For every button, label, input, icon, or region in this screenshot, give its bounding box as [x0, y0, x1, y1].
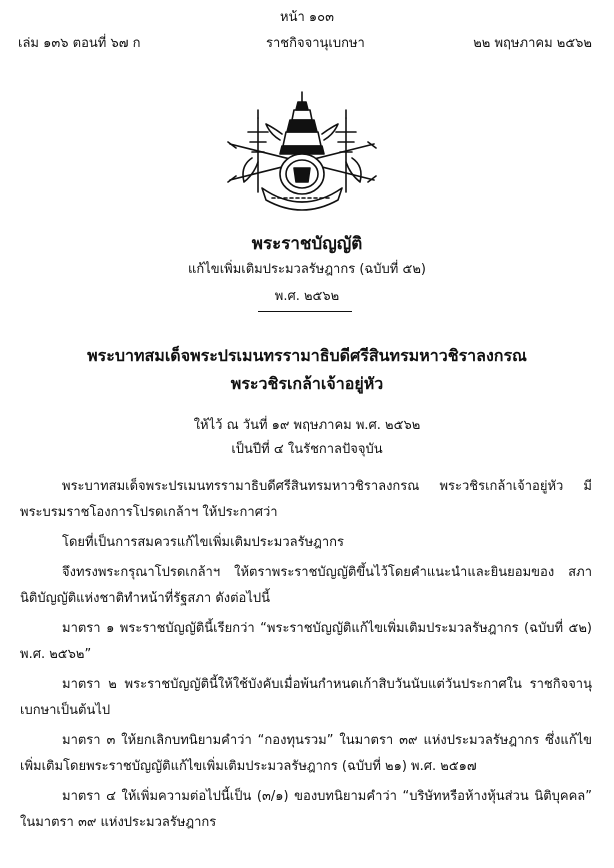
- publication-date: ๒๒ พฤษภาคม ๒๕๖๒: [473, 36, 592, 51]
- title-divider: [258, 311, 352, 312]
- enactment-paragraph: จึงทรงพระกรุณาโปรดเกล้าฯ ให้ตราพระราชบัญญัติขึ้นไว้โดยคำแนะนำและยินยอมของ สภานิติบัญญัติแห่งชาติทำหน้าที่รัฐสภา ดังต่อไปนี้: [20, 565, 592, 606]
- document-year: พ.ศ. ๒๕๖๒: [274, 289, 340, 304]
- king-name-line-2: พระวชิรเกล้าเจ้าอยู่หัว: [230, 374, 384, 393]
- section-2-paragraph: มาตรา ๒ พระราชบัญญัตินี้ให้ใช้บังคับเมื่อพ้นกำหนดเก้าสิบวันนับแต่วันประกาศใน ราชกิจจานุเบกษาเป็นต้นไป: [20, 677, 592, 718]
- document-subtitle: แก้ไขเพิ่มเติมประมวลรัษฎากร (ฉบับที่ ๕๒): [188, 262, 426, 277]
- section-3-paragraph: มาตรา ๓ ให้ยกเลิกบทนิยามคำว่า “กองทุนรวม” ในมาตรา ๓๙ แห่งประมวลรัษฎากร ซึ่งแก้ไขเพิ่มเติมโดยพระราชบัญญัติแก้ไขเพิ่มเติมประมวลรัษฎากร (ฉบับที่ ๒๑) พ.ศ. ๒๕๑๗: [20, 733, 592, 774]
- document-title: พระราชบัญญัติ: [251, 234, 363, 254]
- publication-name: ราชกิจจานุเบกษา: [266, 36, 365, 51]
- gazette-header: [18, 32, 592, 52]
- king-name-line-1: พระบาทสมเด็จพระปรเมนทรรามาธิบดีศรีสินทรมหาวชิราลงกรณ: [87, 346, 527, 365]
- given-date: ให้ไว้ ณ วันที่ ๑๙ พฤษภาคม พ.ศ. ๒๕๖๒: [193, 418, 421, 433]
- document-body: [20, 474, 592, 840]
- whereas-paragraph: โดยที่เป็นการสมควรแก้ไขเพิ่มเติมประมวลรัษฎากร: [62, 535, 345, 550]
- section-4-paragraph: มาตรา ๔ ให้เพิ่มความต่อไปนี้เป็น (๓/๑) ของบทนิยามคำว่า “บริษัทหรือห้างหุ้นส่วน นิติบุคคล” ในมาตรา ๓๙ แห่งประมวลรัษฎากร: [20, 789, 592, 830]
- volume-issue: เล่ม ๑๓๖ ตอนที่ ๖๗ ก: [18, 36, 141, 51]
- enactment-date: [0, 414, 614, 462]
- royal-emblem-icon: [222, 88, 382, 216]
- king-name: [0, 342, 614, 398]
- preamble-paragraph: พระบาทสมเด็จพระปรเมนทรรามาธิบดีศรีสินทรมหาวชิราลงกรณ พระวชิรเกล้าเจ้าอยู่หัว มีพระบรมราชโองการโปรดเกล้าฯ ให้ประกาศว่า: [20, 479, 592, 520]
- page-number: หน้า ๑๐๓: [280, 10, 334, 25]
- reign-year: เป็นปีที่ ๔ ในรัชกาลปัจจุบัน: [231, 442, 383, 457]
- section-1-paragraph: มาตรา ๑ พระราชบัญญัตินี้เรียกว่า “พระราชบัญญัติแก้ไขเพิ่มเติมประมวลรัษฎากร (ฉบับที่ ๕๒) พ.ศ. ๒๕๖๒”: [20, 621, 592, 662]
